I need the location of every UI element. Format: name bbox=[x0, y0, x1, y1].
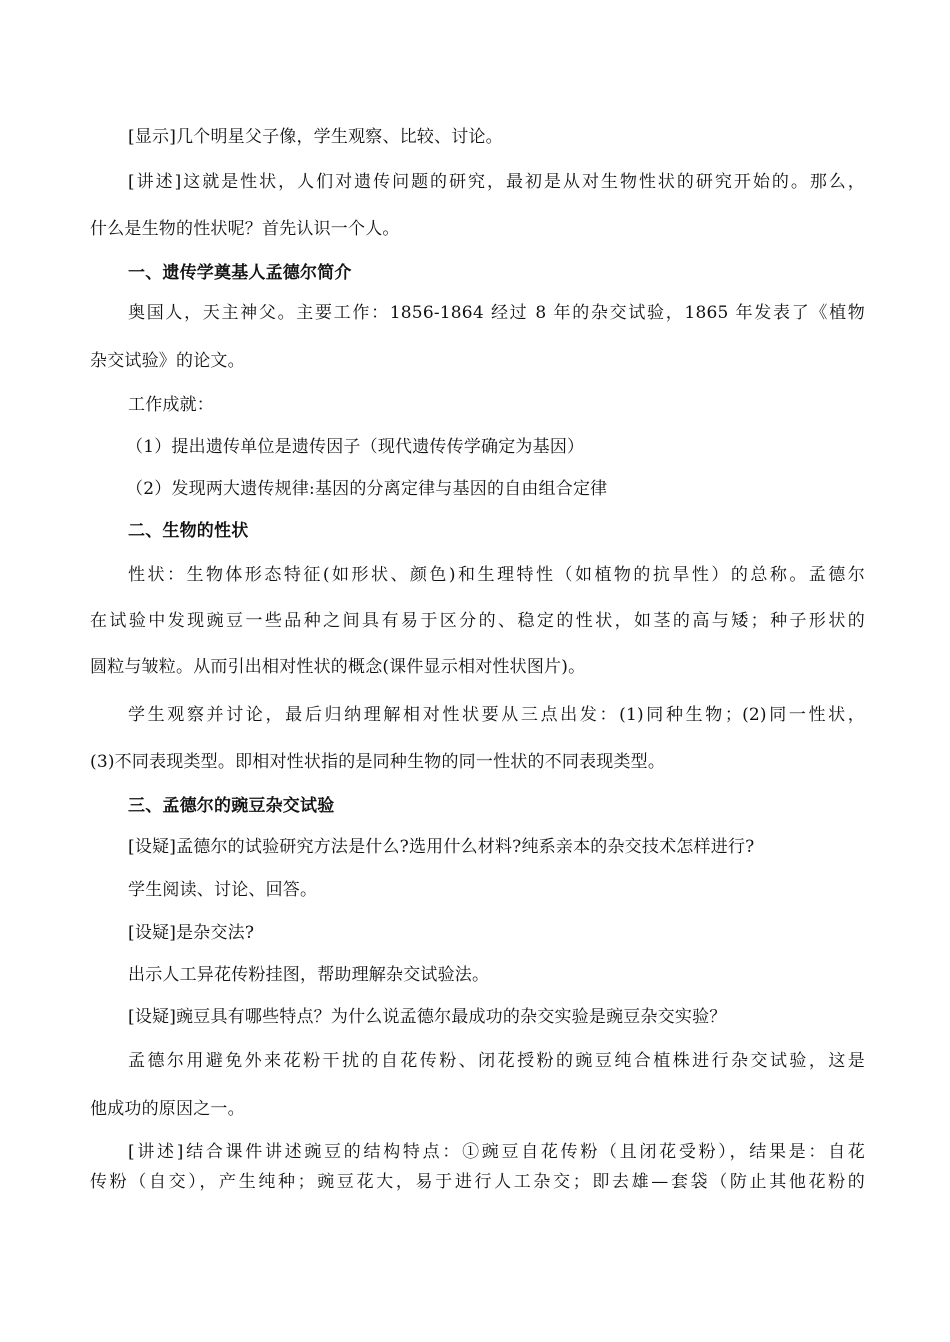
list-item-1: （1）提出遗传单位是遗传因子（现代遗传传学确定为基因） bbox=[126, 437, 585, 457]
paragraph-reason-line-2: 他成功的原因之一。 bbox=[90, 1099, 245, 1119]
paragraph-chart: 出示人工异花传粉挂图，帮助理解杂交试验法。 bbox=[128, 965, 490, 985]
paragraph-trait-line-1: 性状：生物体形态特征(如形状、颜色)和生理特性（如植物的抗旱性）的总称。孟德尔 bbox=[128, 565, 865, 585]
paragraph-question-3: [设疑]豌豆具有哪些特点？为什么说孟德尔最成功的杂交实验是豌豆杂交实验？ bbox=[128, 1007, 727, 1027]
paragraph-narrate-2-line-2: 传粉（自交），产生纯种；豌豆花大，易于进行人工杂交；即去雄—套袋（防止其他花粉的 bbox=[90, 1172, 865, 1192]
paragraph-show: [显示]几个明星父子像，学生观察、比较、讨论。 bbox=[128, 127, 503, 147]
list-item-2: （2）发现两大遗传规律:基因的分离定律与基因的自由组合定律 bbox=[126, 479, 608, 499]
paragraph-question-1: [设疑]孟德尔的试验研究方法是什么?选用什么材料?纯系亲本的杂交技术怎样进行? bbox=[128, 837, 755, 857]
paragraph-student-read: 学生阅读、讨论、回答。 bbox=[128, 880, 318, 900]
paragraph-narrate-1-line-1: [讲述]这就是性状，人们对遗传问题的研究，最初是从对生物性状的研究开始的。那么， bbox=[128, 172, 865, 192]
section-heading-3: 三、孟德尔的豌豆杂交试验 bbox=[128, 796, 335, 816]
paragraph-question-2: [设疑]是杂交法? bbox=[128, 923, 255, 943]
paragraph-discuss-line-1: 学生观察并讨论，最后归纳理解相对性状要从三点出发：(1)同种生物；(2)同一性状， bbox=[128, 705, 866, 725]
section-heading-1: 一、遗传学奠基人孟德尔简介 bbox=[128, 263, 352, 283]
paragraph-reason-line-1: 孟德尔用避免外来花粉干扰的自花传粉、闭花授粉的豌豆纯合植株进行杂交试验，这是 bbox=[128, 1051, 865, 1071]
paragraph-narrate-1-line-2: 什么是生物的性状呢？首先认识一个人。 bbox=[90, 219, 400, 239]
paragraph-narrate-2-line-1: [讲述]结合课件讲述豌豆的结构特点：①豌豆自花传粉（且闭花受粉），结果是：自花 bbox=[128, 1142, 865, 1162]
paragraph-intro-line-1: 奥国人，天主神父。主要工作：1856-1864 经过 8 年的杂交试验，1865 年发表了《植物 bbox=[128, 303, 865, 323]
paragraph-discuss-line-2: (3)不同表现类型。即相对性状指的是同种生物的同一性状的不同表现类型。 bbox=[90, 752, 666, 772]
paragraph-achievements: 工作成就： bbox=[128, 395, 214, 415]
paragraph-intro-line-2: 杂交试验》的论文。 bbox=[90, 351, 245, 371]
section-heading-2: 二、生物的性状 bbox=[128, 521, 249, 541]
paragraph-trait-line-3: 圆粒与皱粒。从而引出相对性状的概念(课件显示相对性状图片)。 bbox=[90, 657, 586, 677]
paragraph-trait-line-2: 在试验中发现豌豆一些品种之间具有易于区分的、稳定的性状，如茎的高与矮；种子形状的 bbox=[90, 611, 865, 631]
